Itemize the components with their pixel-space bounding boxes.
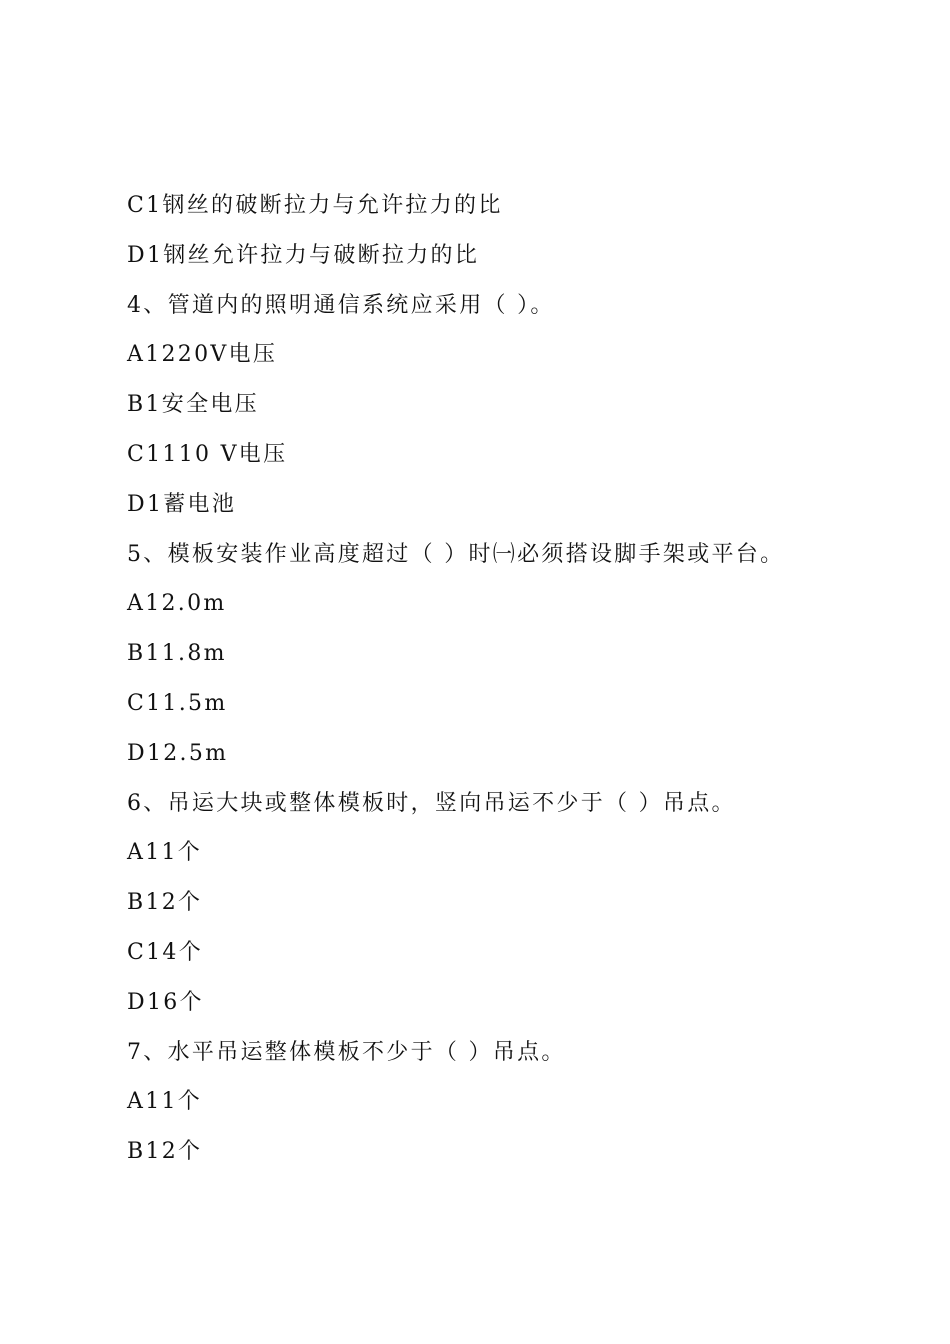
question-6-option-b: B12个 xyxy=(127,890,203,916)
question-4-option-a: A1220V电压 xyxy=(127,342,278,368)
question-5-option-b: B11.8m xyxy=(127,641,227,667)
question-4-option-b: B1安全电压 xyxy=(127,392,259,418)
question-4-option-d: D1蓄电池 xyxy=(127,491,237,517)
question-6-option-d: D16个 xyxy=(127,989,204,1015)
question-7-option-a: A11个 xyxy=(127,1089,203,1115)
question-text-block xyxy=(127,188,927,1184)
option-d-line: D1钢丝允许拉力与破断拉力的比 xyxy=(127,242,480,268)
question-6-option-c: C14个 xyxy=(127,939,204,965)
option-c-line: C1钢丝的破断拉力与允许拉力的比 xyxy=(127,193,503,218)
question-6-option-a: A11个 xyxy=(127,840,203,866)
question-7-line: 7、水平吊运整体模板不少于（ ）吊点。 xyxy=(127,1039,566,1065)
question-6-line: 6、吊运大块或整体模板时，竖向吊运不少于（ ）吊点。 xyxy=(127,790,736,816)
question-5-option-a: A12.0m xyxy=(127,591,227,617)
question-4-line: 4、管道内的照明通信系统应采用（ ）。 xyxy=(127,292,555,318)
question-5-option-d: D12.5m xyxy=(127,740,229,766)
question-5-line: 5、模板安装作业高度超过（ ）时㈠必须搭设脚手架或平台。 xyxy=(127,541,785,567)
question-7-option-b: B12个 xyxy=(127,1139,203,1165)
question-5-option-c: C11.5m xyxy=(127,690,228,716)
question-4-option-c: C1110 V电压 xyxy=(127,441,288,467)
